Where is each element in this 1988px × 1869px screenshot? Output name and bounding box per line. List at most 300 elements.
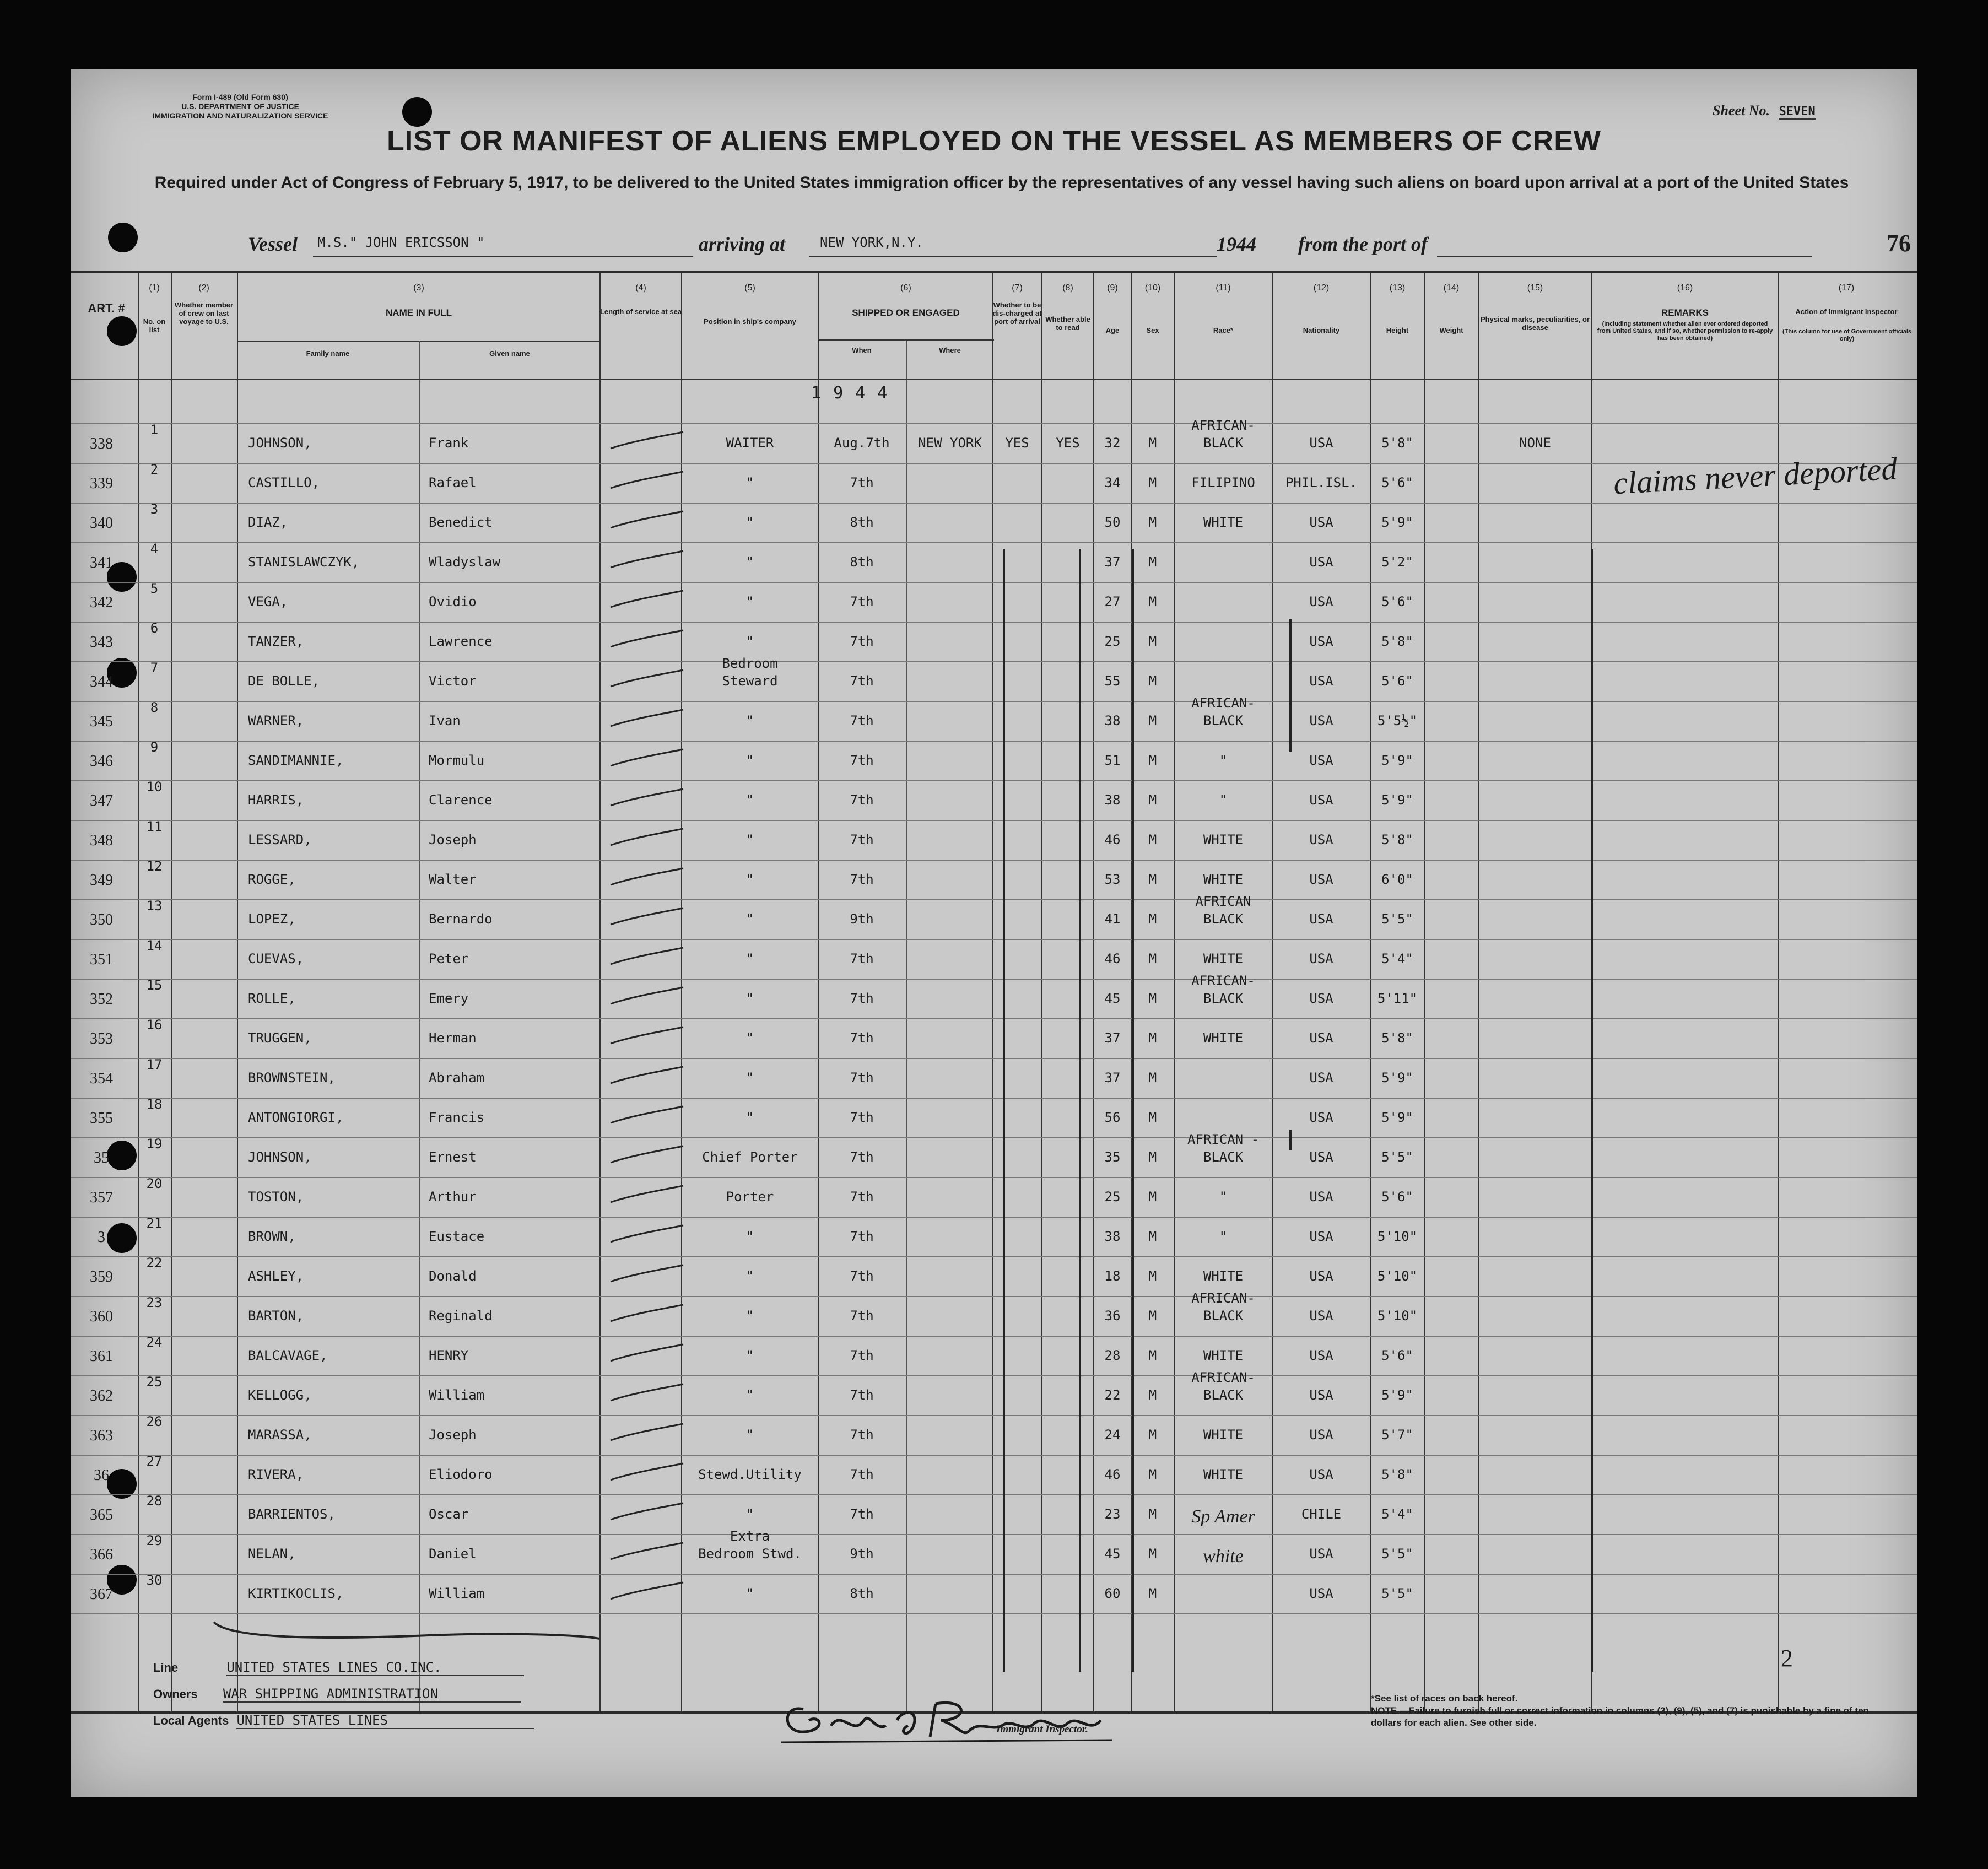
cell-no: 6 <box>150 620 159 636</box>
cell-age: 46 <box>1104 951 1121 966</box>
cell-age: 46 <box>1104 832 1121 847</box>
cell-sex: M <box>1148 1189 1157 1204</box>
cell-when: 7th <box>850 634 874 649</box>
cell-no: 5 <box>150 581 159 596</box>
cell-nationality: USA <box>1309 792 1333 808</box>
cell-age: 35 <box>1104 1149 1121 1165</box>
cell-no: 8 <box>150 700 159 715</box>
cell-position: " <box>746 1506 754 1522</box>
cell-given: Victor <box>429 673 477 689</box>
cell-sex: M <box>1148 1506 1157 1522</box>
cell-nationality: USA <box>1309 673 1333 689</box>
cell-art: 357 <box>90 1189 113 1206</box>
cell-race: " <box>1219 1229 1228 1244</box>
cell-family: JOHNSON, <box>248 1149 312 1165</box>
cell-family: NELAN, <box>248 1546 296 1562</box>
cell-height: 5'9" <box>1381 1387 1413 1403</box>
cell-no: 22 <box>146 1255 163 1271</box>
cell-position: " <box>746 1308 754 1324</box>
arriving-label: arriving at <box>699 233 786 255</box>
grid-column-line <box>171 273 172 1711</box>
cell-when: 7th <box>850 832 874 847</box>
cell-height: 5'8" <box>1381 1467 1413 1482</box>
length-service-mark <box>606 668 689 690</box>
cell-sex: M <box>1148 872 1157 887</box>
cell-family: ANTONGIORGI, <box>248 1110 344 1125</box>
length-service-mark <box>606 509 689 531</box>
cell-when: 7th <box>850 594 874 609</box>
remarks-header: REMARKS <box>1661 307 1709 318</box>
grid-row-line <box>71 1177 1917 1178</box>
sheet-value: SEVEN <box>1779 105 1816 118</box>
cell-given: Peter <box>429 951 469 966</box>
cell-position: " <box>746 1070 754 1085</box>
cell-art: 340 <box>90 515 113 532</box>
cell-race: AFRICAN BLACK <box>1195 894 1251 927</box>
cell-sex: M <box>1148 1149 1157 1165</box>
cell-no: 9 <box>150 739 159 755</box>
cell-when: 7th <box>850 1149 874 1165</box>
line-label: Line <box>153 1661 179 1674</box>
cell-art: 352 <box>90 991 113 1008</box>
cell-family: BROWNSTEIN, <box>248 1070 336 1085</box>
inspector-signature <box>770 1687 1200 1748</box>
cell-position: " <box>746 1229 754 1244</box>
cell-art: 349 <box>90 872 113 889</box>
length-service-mark <box>606 1342 689 1364</box>
cell-no: 7 <box>150 660 159 676</box>
cell-when: 7th <box>850 1308 874 1324</box>
cell-position: " <box>746 832 754 847</box>
cell-given: Donald <box>429 1268 477 1284</box>
length-service-mark <box>606 469 689 491</box>
cell-position: " <box>746 1348 754 1363</box>
grid-column-line <box>419 341 420 1711</box>
cell-age: 36 <box>1104 1308 1121 1324</box>
grid-row-line <box>71 1217 1917 1218</box>
cell-position: " <box>746 1586 754 1601</box>
cell-given: Benedict <box>429 515 493 530</box>
cell-nationality: USA <box>1309 872 1333 887</box>
header-bottom-rule <box>71 379 1917 380</box>
cell-no: 24 <box>146 1335 163 1350</box>
remarks-note: (Including statement whether alien ever ordered deported from United States, and if so, whether permission to re-apply has been obtained) <box>1597 321 1773 342</box>
cell-height: 5'9" <box>1381 515 1413 530</box>
grid-row-line <box>71 1058 1917 1059</box>
grid-row-line <box>71 860 1917 861</box>
cell-height: 5'6" <box>1381 1189 1413 1204</box>
cell-position: " <box>746 911 754 927</box>
cell-position: " <box>746 713 754 728</box>
length-service-mark <box>606 1541 689 1563</box>
cell-height: 5'11" <box>1377 991 1418 1006</box>
cell-art: 348 <box>90 832 113 849</box>
action-note: (This column for use of Government officials only) <box>1782 328 1912 342</box>
cell-when: 7th <box>850 792 874 808</box>
cell-nationality: USA <box>1309 1387 1333 1403</box>
length-service-mark <box>606 747 689 769</box>
sex-header: Sex <box>1146 326 1159 334</box>
manifest-sheet <box>71 69 1917 1797</box>
cell-nationality: USA <box>1309 911 1333 927</box>
service: IMMIGRATION AND NATURALIZATION SERVICE <box>152 111 328 120</box>
cell-art: 362 <box>90 1387 113 1405</box>
grid-row-line <box>71 542 1917 543</box>
cell-height: 5'6" <box>1381 475 1413 490</box>
grid-row-line <box>71 622 1917 623</box>
cell-when: 9th <box>850 1546 874 1562</box>
cell-sex: M <box>1148 673 1157 689</box>
cell-family: VEGA, <box>248 594 288 609</box>
punch-hole <box>402 97 432 127</box>
page-title: LIST OR MANIFEST OF ALIENS EMPLOYED ON THE VESSEL AS MEMBERS OF CREW <box>387 125 1601 157</box>
grid-row-line <box>71 979 1917 980</box>
cell-height: 5'2" <box>1381 554 1413 570</box>
cell-nationality: USA <box>1309 1189 1333 1204</box>
cell-family: SANDIMANNIE, <box>248 753 344 768</box>
department: U.S. DEPARTMENT OF JUSTICE <box>181 102 299 111</box>
cell-no: 29 <box>146 1533 163 1548</box>
cell-nationality: USA <box>1309 1030 1333 1046</box>
cell-family: TOSTON, <box>248 1189 304 1204</box>
length-service-mark <box>606 430 689 452</box>
cell-position: " <box>746 753 754 768</box>
owners-value: WAR SHIPPING ADMINISTRATION <box>223 1686 521 1703</box>
grid-row-line <box>71 899 1917 900</box>
cell-sex: M <box>1148 753 1157 768</box>
cell-height: 5'8" <box>1381 1030 1413 1046</box>
cell-height: 5'5" <box>1381 1149 1413 1165</box>
footer-note <box>1371 1693 1878 1729</box>
cell-sex: M <box>1148 1229 1157 1244</box>
cell-art: 3 <box>98 1229 105 1246</box>
grid-row-line <box>71 423 1917 424</box>
cell-when: 7th <box>850 1427 874 1443</box>
cell-sex: M <box>1148 1268 1157 1284</box>
length-service-mark <box>606 906 689 928</box>
cell-sex: M <box>1148 713 1157 728</box>
cell-when: 7th <box>850 872 874 887</box>
family-name-header: Family name <box>306 349 350 358</box>
cell-given: Rafael <box>429 475 477 490</box>
vessel-label: Vessel <box>248 233 298 255</box>
cell-nationality: USA <box>1309 1348 1333 1363</box>
cell-family: CASTILLO, <box>248 475 320 490</box>
cell-when: 9th <box>850 911 874 927</box>
col-number: (13) <box>1389 283 1406 293</box>
sheet-number <box>1713 102 1816 119</box>
length-service-mark <box>606 1580 689 1602</box>
cell-position: " <box>746 634 754 649</box>
cell-race: Sp Amer <box>1191 1506 1255 1527</box>
cell-family: BARRIENTOS, <box>248 1506 336 1522</box>
height-header: Height <box>1386 326 1409 334</box>
cell-art: 361 <box>90 1348 113 1365</box>
cell-position: " <box>746 1110 754 1125</box>
cell-family: KIRTIKOCLIS, <box>248 1586 344 1601</box>
cell-nationality: USA <box>1309 1110 1333 1125</box>
cell-age: 60 <box>1104 1586 1121 1601</box>
cell-height: 5'10" <box>1377 1229 1418 1244</box>
grid-row-line <box>71 741 1917 742</box>
cell-position: Porter <box>726 1189 774 1204</box>
ditto-pen-line <box>1003 549 1005 1672</box>
cell-art: 354 <box>90 1070 113 1087</box>
cell-nationality: USA <box>1309 1308 1333 1324</box>
cell-sex: M <box>1148 594 1157 609</box>
cell-family: ASHLEY, <box>248 1268 304 1284</box>
cell-when: 7th <box>850 1387 874 1403</box>
grid-row-line <box>71 820 1917 821</box>
cell-sex: M <box>1148 435 1157 451</box>
shipped-engaged-header: SHIPPED OR ENGAGED <box>852 307 960 318</box>
length-service-mark <box>606 1184 689 1206</box>
cell-nationality: USA <box>1309 832 1333 847</box>
grid-row-line <box>71 1098 1917 1099</box>
grid-row-line <box>71 701 1917 702</box>
arriving-value: NEW YORK,N.Y. <box>820 235 923 250</box>
cell-race: WHITE <box>1203 1268 1244 1284</box>
cell-race: " <box>1219 792 1228 808</box>
cell-discharged: YES <box>1005 435 1029 451</box>
col-number: (14) <box>1443 283 1460 293</box>
cell-position: " <box>746 1427 754 1443</box>
cell-art: 344 <box>90 673 113 690</box>
cell-race: " <box>1219 753 1228 768</box>
col-number: (7) <box>1012 283 1023 293</box>
cell-height: 5'8" <box>1381 435 1413 451</box>
cell-family: BALCAVAGE, <box>248 1348 328 1363</box>
line-field <box>153 1660 524 1676</box>
cell-family: WARNER, <box>248 713 304 728</box>
weight-header: Weight <box>1439 326 1463 334</box>
cell-race: AFRICAN- BLACK <box>1191 1290 1255 1324</box>
cell-sex: M <box>1148 634 1157 649</box>
inspector-label: Immigrant Inspector. <box>996 1724 1088 1735</box>
cell-height: 5'9" <box>1381 792 1413 808</box>
cell-position: Chief Porter <box>702 1149 798 1165</box>
cell-art: 341 <box>90 554 113 571</box>
discharged-header: Whether to be dis-charged at port of arrival <box>992 301 1042 326</box>
cell-given: Bernardo <box>429 911 493 927</box>
grid-row-line <box>71 582 1917 583</box>
cell-when: 7th <box>850 1030 874 1046</box>
cell-art: 343 <box>90 634 113 651</box>
length-service-mark <box>606 1303 689 1325</box>
crew-last-voyage-header: Whether member of crew on last voyage to U.S. <box>174 301 234 326</box>
cell-no: 13 <box>146 898 163 914</box>
cell-art: 338 <box>90 435 113 452</box>
grid-row-line <box>71 780 1917 781</box>
cell-age: 32 <box>1104 435 1121 451</box>
cell-given: Eustace <box>429 1229 485 1244</box>
physical-marks-header: Physical marks, peculiarities, or disease <box>1481 315 1590 332</box>
cell-height: 5'5½" <box>1377 713 1418 728</box>
cell-height: 5'10" <box>1377 1268 1418 1284</box>
page-number: 76 <box>1887 230 1911 257</box>
cell-nationality: USA <box>1309 753 1333 768</box>
cell-art: 35 <box>94 1149 109 1166</box>
cell-sex: M <box>1148 1348 1157 1363</box>
cell-position: Bedroom Steward <box>722 656 778 689</box>
cell-age: 28 <box>1104 1348 1121 1363</box>
ditto-pen-line <box>1289 1130 1292 1150</box>
cell-race: AFRICAN- BLACK <box>1191 695 1255 728</box>
grid-column-line <box>1041 273 1042 1711</box>
cell-position: " <box>746 991 754 1006</box>
page-subtitle: Required under Act of Congress of February 5, 1917, to be delivered to the United States immigration officer by the representatives of any vessel having such aliens on board upon arrival at a port of the United States <box>154 174 1849 192</box>
grid-row-line <box>71 939 1917 940</box>
cell-position: " <box>746 475 754 490</box>
cell-art: 366 <box>90 1546 113 1563</box>
cell-nationality: USA <box>1309 1070 1333 1085</box>
cell-where: NEW YORK <box>918 435 982 451</box>
cell-given: Wladyslaw <box>429 554 501 570</box>
given-name-header: Given name <box>489 349 530 358</box>
cell-height: 5'9" <box>1381 1110 1413 1125</box>
cell-family: HARRIS, <box>248 792 304 808</box>
name-in-full-header: NAME IN FULL <box>386 307 452 318</box>
cell-age: 25 <box>1104 1189 1121 1204</box>
grid-row-line <box>71 1574 1917 1575</box>
cell-sex: M <box>1148 792 1157 808</box>
cell-age: 25 <box>1104 634 1121 649</box>
cell-race: WHITE <box>1203 515 1244 530</box>
cell-given: Joseph <box>429 832 477 847</box>
cell-sex: M <box>1148 951 1157 966</box>
cell-no: 4 <box>150 541 159 557</box>
cell-position: Extra Bedroom Stwd. <box>698 1528 802 1562</box>
cell-race: AFRICAN - BLACK <box>1187 1132 1260 1165</box>
length-service-header: Length of service at sea <box>599 307 682 316</box>
cell-age: 45 <box>1104 1546 1121 1562</box>
cell-nationality: USA <box>1309 1427 1333 1443</box>
cell-race: WHITE <box>1203 832 1244 847</box>
grid-row-line <box>71 1375 1917 1376</box>
cell-sex: M <box>1148 1070 1157 1085</box>
cell-when: 7th <box>850 991 874 1006</box>
cell-art: 339 <box>90 475 113 492</box>
cell-given: Ernest <box>429 1149 477 1165</box>
cell-family: BARTON, <box>248 1308 304 1324</box>
cell-position: Stewd.Utility <box>698 1467 802 1482</box>
grid-row-line <box>71 1137 1917 1138</box>
cell-height: 5'6" <box>1381 594 1413 609</box>
cell-height: 5'8" <box>1381 634 1413 649</box>
cell-position: " <box>746 594 754 609</box>
cell-position: " <box>746 515 754 530</box>
cell-height: 5'6" <box>1381 1348 1413 1363</box>
cell-art: 365 <box>90 1506 113 1524</box>
cell-no: 21 <box>146 1216 163 1231</box>
age-header: Age <box>1105 326 1120 334</box>
grid-column-line <box>237 273 238 1711</box>
cell-height: 5'5" <box>1381 1546 1413 1562</box>
cell-age: 22 <box>1104 1387 1121 1403</box>
cell-nationality: USA <box>1309 515 1333 530</box>
length-service-mark <box>606 827 689 849</box>
able-read-header: Whether able to read <box>1045 315 1090 332</box>
cell-art: 359 <box>90 1268 113 1285</box>
cell-age: 37 <box>1104 554 1121 570</box>
cell-given: Eliodoro <box>429 1467 493 1482</box>
cell-age: 41 <box>1104 911 1121 927</box>
cell-given: Abraham <box>429 1070 485 1085</box>
grid-row-line <box>71 1494 1917 1495</box>
where-header: Where <box>939 346 961 354</box>
cell-nationality: USA <box>1309 1149 1333 1165</box>
col-number: (2) <box>198 283 209 293</box>
vessel-value: M.S." JOHN ERICSSON " <box>317 235 485 250</box>
length-service-mark <box>606 588 689 611</box>
cell-age: 23 <box>1104 1506 1121 1522</box>
cell-no: 26 <box>146 1414 163 1429</box>
cell-given: Lawrence <box>429 634 493 649</box>
cell-nationality: USA <box>1309 554 1333 570</box>
cell-no: 18 <box>146 1096 163 1112</box>
ditto-pen-line <box>1289 619 1292 752</box>
ditto-pen-line <box>1079 549 1081 1672</box>
cell-marks: NONE <box>1519 435 1551 451</box>
race-header: Race* <box>1213 326 1234 334</box>
cell-family: TRUGGEN, <box>248 1030 312 1046</box>
cell-position: " <box>746 792 754 808</box>
action-header: Action of Immigrant Inspector <box>1795 307 1898 316</box>
grid-row-line <box>71 1534 1917 1535</box>
cell-race: AFRICAN- BLACK <box>1191 1370 1255 1403</box>
punch-hole <box>107 316 137 346</box>
cell-art: 360 <box>90 1308 113 1325</box>
year-row: 1 9 4 4 <box>811 383 889 403</box>
cell-family: TANZER, <box>248 634 304 649</box>
cell-age: 51 <box>1104 753 1121 768</box>
cell-nationality: USA <box>1309 713 1333 728</box>
cell-art: 350 <box>90 911 113 928</box>
cell-nationality: USA <box>1309 1229 1333 1244</box>
cell-race: WHITE <box>1203 1030 1244 1046</box>
cell-no: 20 <box>146 1176 163 1191</box>
cell-sex: M <box>1148 1110 1157 1125</box>
handwritten-remark: claims never deported <box>1612 450 1898 501</box>
cell-when: 7th <box>850 951 874 966</box>
cell-age: 27 <box>1104 594 1121 609</box>
owners-field <box>153 1686 521 1703</box>
cell-nationality: PHIL.ISL. <box>1285 475 1358 490</box>
length-service-mark <box>606 946 689 968</box>
cell-position: WAITER <box>726 435 774 451</box>
cell-height: 5'9" <box>1381 753 1413 768</box>
cell-age: 37 <box>1104 1070 1121 1085</box>
cell-no: 25 <box>146 1374 163 1390</box>
cell-position: " <box>746 951 754 966</box>
cell-nationality: USA <box>1309 1467 1333 1482</box>
cell-given: Ivan <box>429 713 461 728</box>
form-identifier <box>125 93 356 121</box>
cell-age: 56 <box>1104 1110 1121 1125</box>
cell-when: 8th <box>850 515 874 530</box>
cell-when: 7th <box>850 1189 874 1204</box>
cell-art: 351 <box>90 951 113 968</box>
cell-when: 7th <box>850 1348 874 1363</box>
races-note: *See list of races on back hereof. <box>1371 1693 1518 1704</box>
cell-when: 7th <box>850 753 874 768</box>
col-number: (6) <box>900 283 911 293</box>
cell-position: " <box>746 1387 754 1403</box>
header-sub-rule <box>237 341 599 342</box>
grid-row-line <box>71 1415 1917 1416</box>
cell-art: 353 <box>90 1030 113 1047</box>
cell-age: 38 <box>1104 1229 1121 1244</box>
